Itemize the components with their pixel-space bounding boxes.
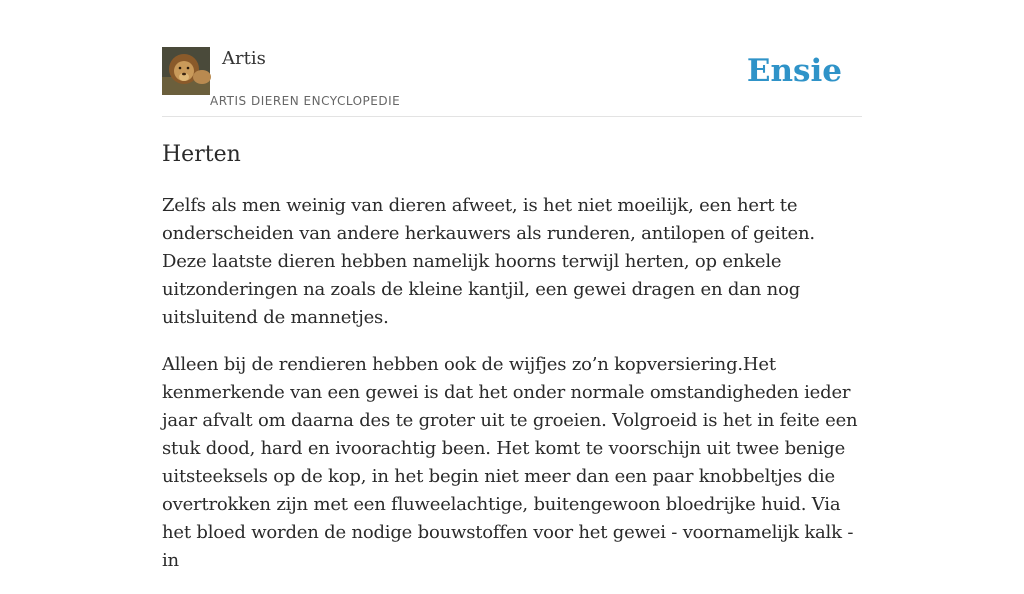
source-name[interactable]: Artis bbox=[222, 48, 266, 69]
article-body bbox=[162, 192, 862, 594]
source-header bbox=[162, 46, 862, 117]
lion-icon bbox=[162, 47, 210, 95]
article-paragraph: Alleen bij de rendieren hebben ook de wijfjes zo’n kopversiering.Het kenmerkende van een gewei is dat het onder normale omstandigheden ieder jaar afvalt om daarna des te groter uit te groeien. Volgroeid is het in feite een stuk dood, hard en ivoorachtig been. Het komt te voorschijn uit twee benige uitsteeksels op de kop, in het begin niet meer dan een paar knobbeltjes die overtrokken zijn met een fluweelachtige, buitengewoon bloedrijke huid. Via het bloed worden de nodige bouwstoffen voor het gewei - voornamelijk kalk - in bbox=[162, 354, 858, 571]
article-paragraph: Zelfs als men weinig van dieren afweet, is het niet moeilijk, een hert te onderscheiden van andere herkauwers als runderen, antilopen of geiten. Deze laatste dieren hebben namelijk hoorns terwijl herten, op enkele uitzonderingen na zoals de kleine kantjil, een gewei dragen en dan nog uitsluitend de mannetjes. bbox=[162, 195, 815, 328]
article-title: Herten bbox=[162, 142, 241, 167]
avatar[interactable] bbox=[162, 47, 210, 95]
source-subtitle: ARTIS DIEREN ENCYCLOPEDIE bbox=[210, 94, 401, 108]
brand-logo[interactable]: Ensie bbox=[746, 53, 842, 89]
